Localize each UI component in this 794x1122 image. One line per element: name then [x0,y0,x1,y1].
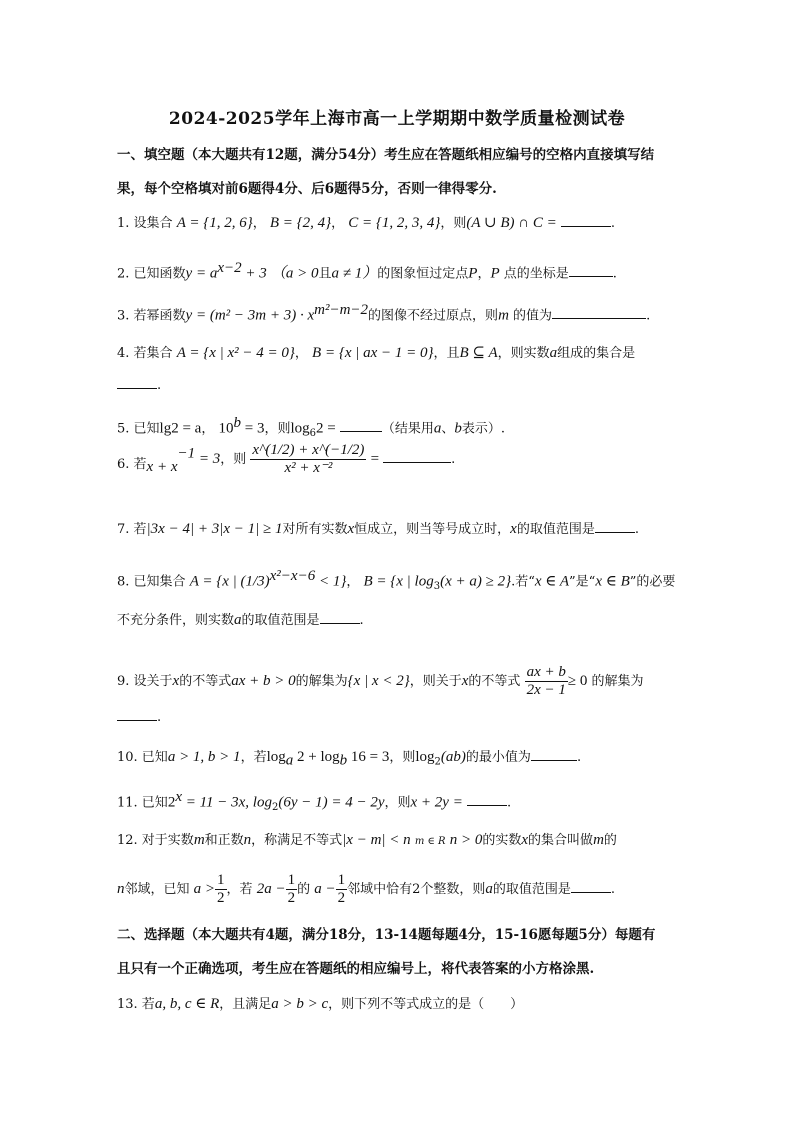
q11-eqexp: x [175,789,182,805]
q7-ineq: |3x − 4| + 3|x − 1| ≥ 1 [146,521,283,537]
q2-p2: P [490,265,500,282]
q8-set-a-exp: x²−x−6 [269,568,316,584]
q6-eq: = [370,451,380,467]
q1-answer-blank[interactable] [561,212,611,227]
q8-c1: x ∈ A [534,573,570,590]
q4-label: 4. 若集合 [117,346,173,361]
q5-log2: 2 = [316,420,336,437]
question-3: 3. 若幂函数$y = (m^2 - 3m + 3) \cdot x^{m^2-m-2}$的图像不经过原点，则m 的值为 . [117,302,651,324]
section-2-line-2: 且只有一个正确选项，考生应在答题纸的相应编号上，将代表答案的小方格涂黑. [117,961,595,977]
q1-then: ，则 [440,216,467,231]
q9-set: {x | x < 2} [347,673,410,689]
q8-text3: ”的必要 [629,574,676,590]
q7-x2: x [510,521,517,537]
q12-sub: m ∈ R [414,836,446,847]
q11-eq2: = 11 − 3x, log [181,794,272,811]
q10-eq: log [266,749,286,765]
q12-label: 12. 对于实数 [117,833,194,848]
q13-vars: a, b, c ∈ R [154,996,220,1012]
q5-label: 5. 已知 [117,421,160,437]
q3-text2: 的值为 [513,308,553,324]
q12-x: x [521,832,529,848]
q7-text2: 恒成立，则当等号成立时， [354,522,511,537]
question-2: 2. 已知函数$y = a^{x-2} + 3$ （a > 0且a ≠ 1）的图象恒过定点P，P 点的坐标是 . [117,260,617,282]
q9-x: x [172,673,180,689]
q10-cond: a > 1, b > 1 [167,749,241,765]
q5-logbase: 6 [309,427,317,439]
section-1-heading [117,140,682,204]
q13-text: ，且满足 [219,997,272,1012]
q12-cond: n > 0 [449,832,483,848]
q12-line2a: 邻域，已知 [124,882,190,897]
question-4: 4. 若集合 A = {x | x² − 4 = 0}， B = {x | ax − 1 = 0}，且B ⊆ A，则实数a组成的集合是 [117,345,636,361]
q11-expr: x + 2y = [410,794,463,811]
q10-eq3: 16 = 3 [347,749,390,765]
q9-text4: 的不等式 [468,674,521,689]
q3-text: 的图像不经过原点，则 [368,308,499,324]
q11-eqb: 2 [271,801,279,813]
q2-and: 且 [318,266,332,282]
q6-answer-blank[interactable] [383,448,451,463]
q2-cond2: a ≠ 1） [331,265,378,282]
q1-set-c: C = {1, 2, 3, 4} [348,215,441,231]
q13-text2: ，则下列不等式成立的是（ ） [328,997,524,1012]
q8-c2: x ∈ B [595,573,630,590]
q12-text5: 的 [603,833,617,848]
q9-ge: ≥ 0 [567,673,588,689]
q9-text3: ，则关于 [409,674,462,689]
q5-sep: 、 [441,421,455,437]
q3-answer-blank[interactable] [552,304,646,319]
q9-label: 9. 设关于 [117,674,173,689]
q11-eq: 2 [167,794,176,811]
q9-x2: x [461,673,469,689]
q12-half-2-den: 2 [287,890,296,906]
q7-label: 7. 若 [117,522,147,537]
question-8-line-2: 不充分条件，则实数a的取值范围是 . [117,609,687,631]
q4-set-a: A = {x | x² − 4 = 0} [176,345,295,361]
question-13 [117,994,687,1015]
q1-set-b: B = {2, 4} [269,215,332,231]
q5-a: a [433,420,442,437]
q7-answer-blank[interactable] [595,518,635,533]
q10-answer-blank[interactable] [531,746,577,761]
q11-answer-blank[interactable] [467,791,507,806]
q7-text3: 的取值范围是 [516,522,595,537]
q5-text: ，则 [264,421,291,437]
q5-log: log [290,420,310,437]
q8-a: a [234,612,242,628]
q4-answer-blank[interactable] [117,374,157,389]
q1-label: 1. 设集合 [117,216,173,231]
q2-p: P [468,265,478,282]
q12-half-3 [336,872,348,907]
q6-text: ，则 [220,452,247,467]
q10-expr-base: 2 [434,756,441,768]
q2-cond1: （a > 0 [270,265,319,282]
q5-b: b [454,420,462,437]
q4-text2: ，则实数 [497,346,550,361]
q2-text: 的图象恒过定点 [377,266,469,282]
q11-eq3: (6y − 1) = 4 − 2y [278,794,385,811]
question-6: 6. 若$x + x^{-1} = 3$，则 $\frac{x\^{}(1/2) + x\^{}(-1/2)}{\text{x² + x⁻²}}$ = . [117,442,456,476]
q12-half-2 [286,872,298,907]
q12-n2: n [117,881,125,897]
question-9 [117,664,687,699]
q5-pow2: = 3 [240,420,265,437]
q2-label: 2. 已知函数 [117,266,186,282]
q10-base-a: a [285,752,294,769]
q12-answer-blank[interactable] [571,878,611,893]
q6-denominator: x² + x⁻² [284,460,333,476]
q12-text3: 的实数 [482,833,522,848]
q3-label: 3. 若幂函数 [117,308,186,324]
q4-a: a [549,345,558,361]
q13-label: 13. 若 [117,997,155,1012]
q12-text9: 的取值范围是 [492,882,571,897]
question-7: 7. 若|3x − 4| + 3|x − 1| ≥ 1对所有实数x恒成立，则当等号成立时，x的取值范围是 . [117,518,687,540]
section-2-line-1: 二、选择题（本大题共有4题，满分18分，13-14题每题4分，15-16愿每题5分）每题有 [117,927,656,943]
q5-text2: （结果用 [381,421,434,437]
q12-half-2-num: 1 [287,872,296,888]
q1-expr: (A ∪ B) ∩ C = [466,215,557,231]
q9-fraction [525,664,568,699]
q8-line2: 不充分条件，则实数 [117,613,235,628]
q6-cond: x + x [146,459,178,475]
section-1-line-2: 果，每个空格填对前6题得4分、后6题得5分，否则一律得零分. [117,181,497,197]
q12-ineq: |x − m| < n [342,832,411,848]
q9-text: 的不等式 [179,674,232,689]
q12-m2: m [593,832,604,848]
q12-n: n [243,832,252,848]
q11-label: 11. 已知 [117,795,168,811]
q5-text3: 表示）. [461,421,506,437]
question-10: 10. 已知a > 1, b > 1，若$\log_a 2 + \log_b 16 = 3$，则$\log_2(ab)$的最小值为 . [117,746,687,773]
question-11: 11. 已知$2^x = 11 - 3x$, $\log_2(6y - 1) = 4 - 2y$，则x + 2y = . [117,789,512,813]
question-1: 1. 设集合 A = {1, 2, 6}， B = {2, 4}， C = {1, 2, 3, 4}，则(A ∪ B) ∩ C = . [117,212,687,234]
q13-cond: a > b > c [271,996,329,1012]
q8-set-b2: (x + a) ≥ 2} [440,573,512,590]
q12-text2: ，称满足不等式 [251,833,343,848]
q8-text: .若“ [511,574,535,590]
q12-half-1-den: 2 [217,890,225,906]
q9-ineq: ax + b > 0 [231,673,296,689]
q9-text2: 的解集为 [295,674,348,689]
q5-lg: lg2 = a [159,420,202,437]
q5-pow: 10 [218,420,234,437]
q2-exp: x−2 [217,260,242,276]
q12-text6: ，若 [226,882,253,897]
q12-half-1-num: 1 [217,872,225,888]
q12-m: m [193,832,205,848]
q2-plus: + 3 [241,265,267,282]
q12-c3: a − [314,881,336,897]
q12-half-3-den: 2 [337,890,346,906]
q3-m: m [498,307,509,324]
q10-expr2: (ab) [440,749,466,765]
q2-answer-blank[interactable] [569,262,613,277]
q4-text3: 组成的集合是 [557,346,636,361]
q10-eq2: 2 + log [293,749,340,765]
q8-set-b: B = {x | log [363,573,434,590]
q10-text: ，若 [240,750,267,765]
q7-text: 对所有实数 [282,522,348,537]
q10-text3: 的最小值为 [465,750,531,765]
q4-sub: B ⊆ A [459,345,498,361]
question-12 [117,830,687,852]
q12-half-3-num: 1 [337,872,346,888]
q9-numerator: ax + b [526,664,566,680]
q12-text4: 的集合叫做 [528,833,594,848]
q12-text: 和正数 [204,833,244,848]
q6-label: 6. 若 [117,457,147,472]
q6-cond2: = 3 [195,451,221,467]
q11-text: ，则 [384,795,411,811]
q10-text2: ，则 [389,750,416,765]
q10-expr: log [415,749,435,765]
q12-half-1 [215,872,227,907]
section-1-line-1: 一、填空题（本大题共有12题，满分54分）考生应在答题纸相应编号的空格内直接填写结 [117,147,655,163]
q8-answer-blank[interactable] [320,609,360,624]
q12-c1: a > [193,881,216,897]
q6-condexp: −1 [177,445,196,462]
q2-func: y = a [185,265,218,282]
q1-set-a: A = {1, 2, 6} [176,215,253,231]
q8-line2b: 的取值范围是 [241,613,320,628]
q6-numerator: x^(1/2) + x^(−1/2) [252,442,365,458]
question-9-line-2: . [117,706,687,728]
q9-answer-blank[interactable] [117,706,157,721]
q12-a: a [485,881,493,897]
q5-answer-blank[interactable] [340,417,382,432]
q8-label: 8. 已知集合 [117,574,186,590]
q9-denominator: 2x − 1 [526,682,566,698]
q3-func: y = (m² − 3m + 3) · x [185,307,315,324]
question-5: 5. 已知lg2 = a， $10^b = 3$，则$\log_62$ = （结果用a、b表示）. [117,415,506,439]
q8-set-a: A = {x | (1/3) [189,573,270,590]
q12-c2: 2a − [256,881,286,897]
q7-x: x [347,521,355,537]
q8-text2: ”是“ [569,574,596,590]
question-12-line-2: n邻域，已知 a > $\frac{1}{2}$ ，若 2a − $\frac{1}{2}$ 的 a − $\frac{1}{2}$ 邻域中恰有2个整数，则a的取值范围是 . [117,872,616,906]
q6-fraction [250,442,366,477]
question-4-line-2: . [117,374,687,396]
q3-exp: m²−m−2 [314,302,369,318]
q10-base-b: b [339,752,348,769]
section-2-heading [117,920,682,984]
q12-text7: 的 [297,882,311,897]
q4-text: ，且 [433,346,460,361]
page-title: 2024-2025学年上海市高一上学期期中数学质量检测试卷 [168,109,626,129]
q2-text2: 点的坐标是 [503,266,569,282]
q10-label: 10. 已知 [117,750,168,765]
q9-text5: 的解集为 [591,674,644,689]
q12-text8: 邻域中恰有2个整数，则 [347,882,486,897]
q8-set-a2: < 1} [315,573,347,590]
question-8: 8. 已知集合 A = {x | $(1/3)^{x^2-x-6} < 1$}， B = {x | $\log_3(x + a) \ge 2$}.若“x ∈ A”是“x ∈ B”的必要 [117,568,676,592]
q4-set-b: B = {x | ax − 1 = 0} [312,345,434,361]
q8-set-b-base: 3 [433,580,441,592]
q5-powexp: b [233,415,241,431]
